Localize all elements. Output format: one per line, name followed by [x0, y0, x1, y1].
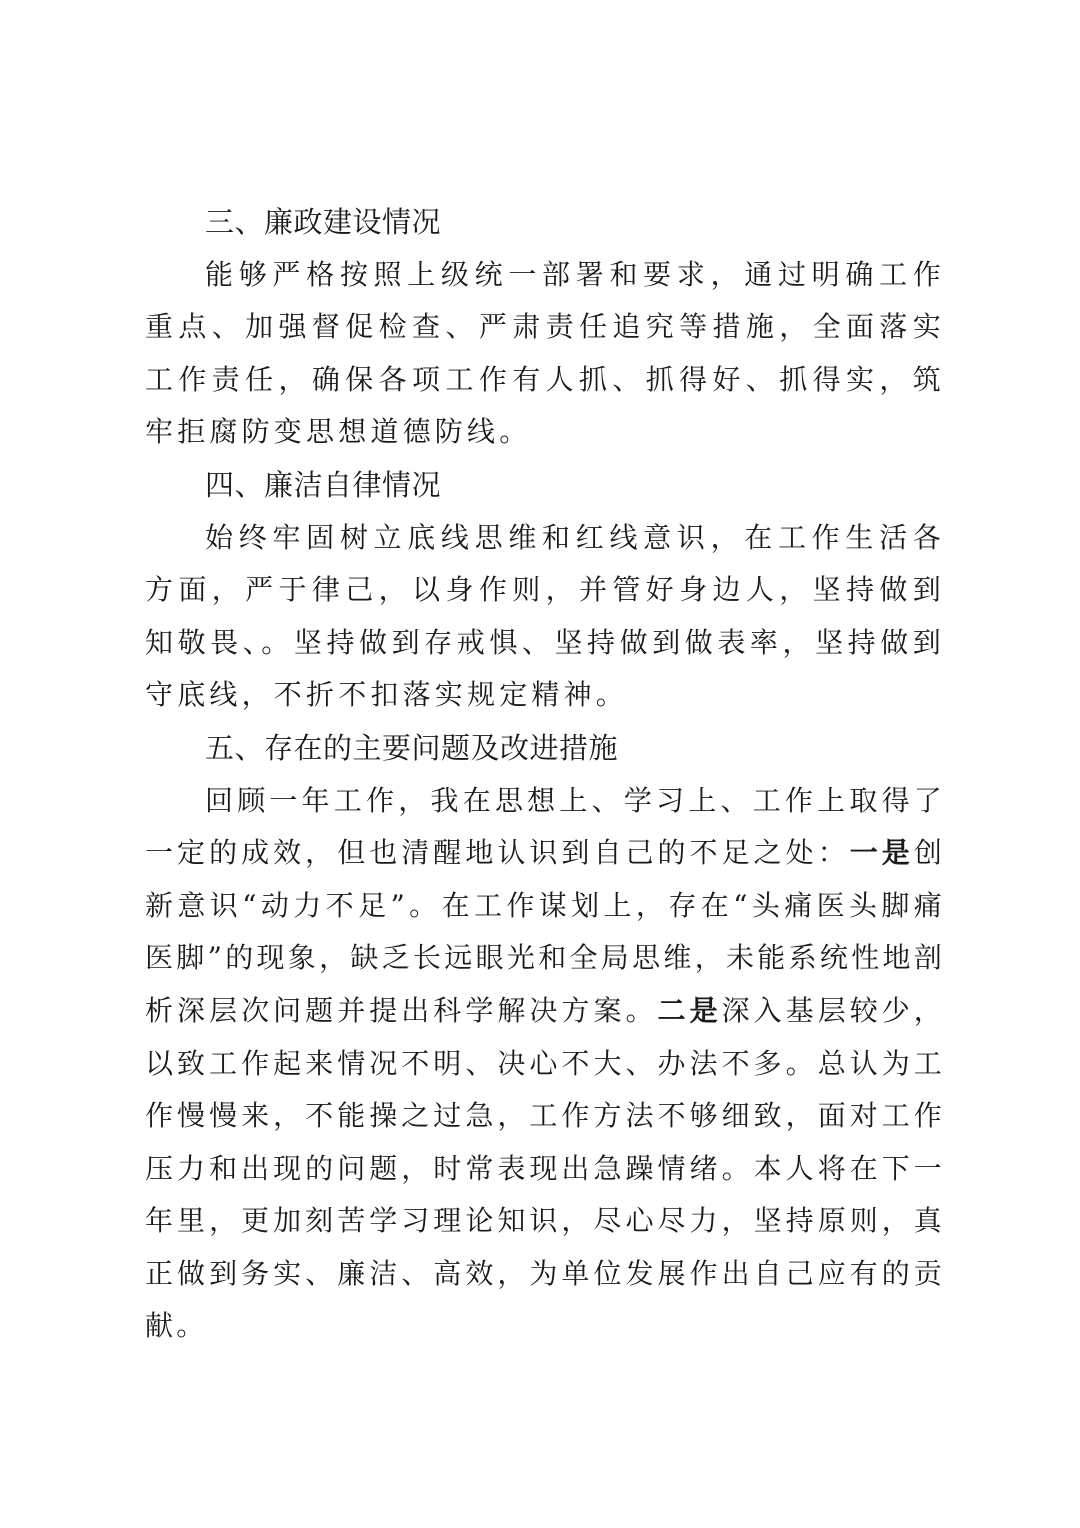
- paragraph-intro: 回顾一年工作，我在思想上、学习上、工作上取得了一定的成效，但也清醒地认识到自己的不足之处：: [145, 783, 945, 870]
- section-heading-integrity-building: 三、廉政建设情况: [205, 205, 442, 239]
- point-one-label: 一是: [849, 836, 914, 870]
- document-body: [145, 196, 945, 1353]
- point-one-text: 创新意识“动力不足”。在工作谋划上，存在“头痛医头脚痛医脚”的现象，缺乏长远眼光和全局思维，未能系统性地剖析深层次问题并提出科学解决方案。: [145, 836, 946, 1027]
- section-paragraph-problems-improvements: [145, 775, 945, 1354]
- point-two-text: 深入基层较少，以致工作起来情况不明、决心不大、办法不多。总认为工作慢慢来，不能操之过急，工作方法不够细致，面对工作压力和出现的问题，时常表现出急躁情绪。本人将在下一年里，更加刻苦学习理论知识，尽心尽力，坚持原则，真正做到务实、廉洁、高效，为单位发展作出自己应有的贡献。: [145, 993, 946, 1343]
- section-heading-problems-improvements: 五、存在的主要问题及改进措施: [205, 730, 619, 765]
- section-heading-self-discipline: 四、廉洁自律情况: [205, 467, 442, 502]
- section-paragraph-integrity-building: 能够严格按照上级统一部署和要求，通过明确工作重点、加强督促检查、严肃责任追究等措施，全面落实工作责任，确保各项工作有人抓、抓得好、抓得实，筑牢拒腐防变思想道德防线。: [145, 257, 945, 449]
- section-paragraph-self-discipline: 始终牢固树立底线思维和红线意识，在工作生活各方面，严于律己，以身作则，并管好身边人，坚持做到知敬畏、。坚持做到存戒惧、坚持做到做表率，坚持做到守底线，不折不扣落实规定精神。: [145, 520, 945, 712]
- point-two-label: 二是: [657, 993, 722, 1027]
